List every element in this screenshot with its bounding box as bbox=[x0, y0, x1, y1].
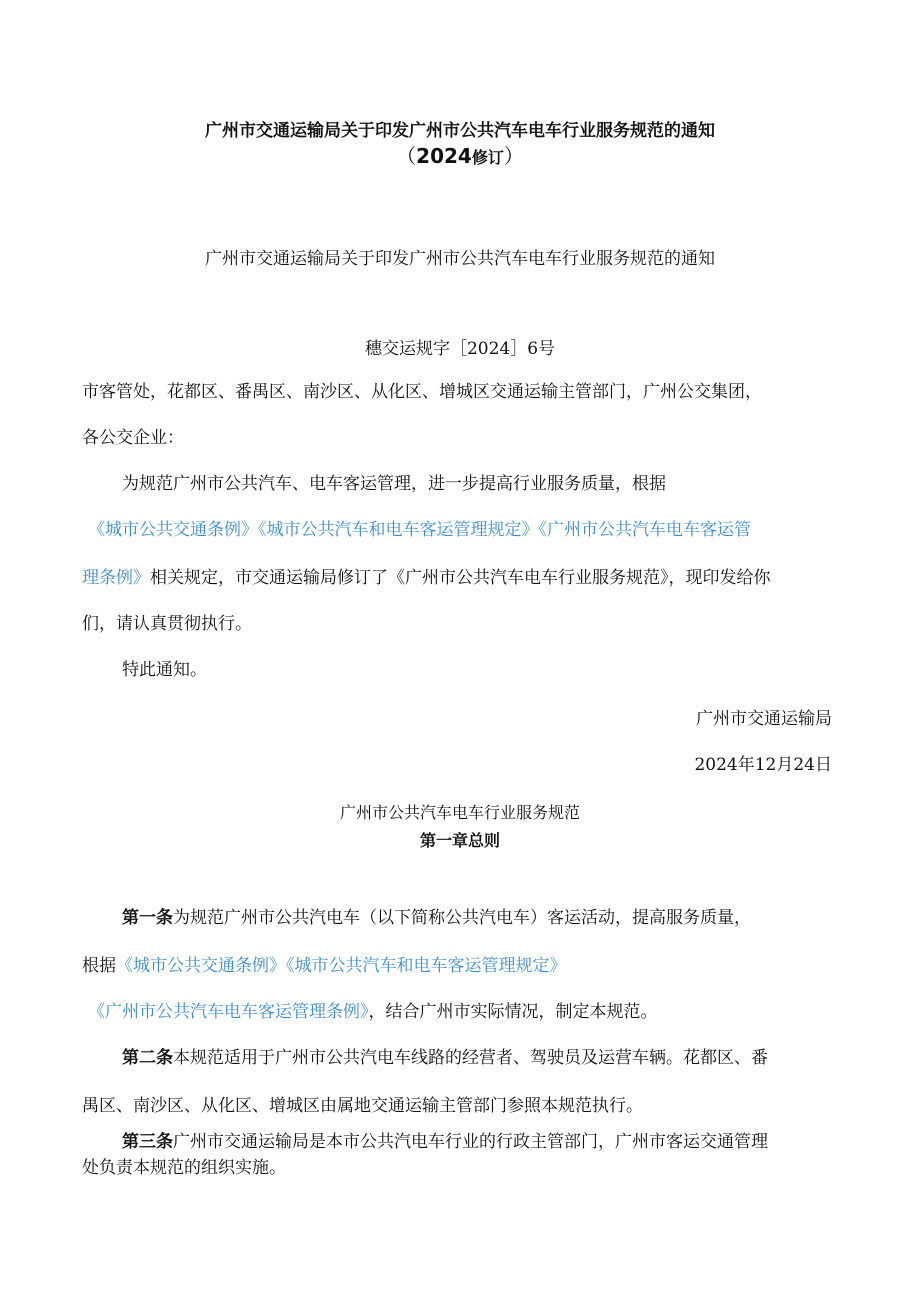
article-3-line2: 处负责本规范的组织实施。 bbox=[82, 1158, 286, 1178]
paragraph-1-line1: 为规范广州市公共汽车、电车客运管理，进一步提高行业服务质量，根据 bbox=[122, 474, 666, 494]
notice-subtitle: 广州市交通运输局关于印发广州市公共汽车电车行业服务规范的通知 bbox=[205, 249, 715, 269]
article-3-line1: 第三条广州市交通运输局是本市公共汽电车行业的行政主管部门，广州市客运交通管理 bbox=[122, 1132, 768, 1152]
spec-title: 广州市公共汽车电车行业服务规范 bbox=[339, 803, 580, 822]
article-3-label: 第三条 bbox=[122, 1132, 173, 1152]
document-title: 广州市交通运输局关于印发广州市公共汽车电车行业服务规范的通知 bbox=[205, 121, 715, 141]
issue-date: 2024年12月24日 bbox=[694, 755, 832, 775]
article-2-line1: 第二条本规范适用于广州市公共汽电车线路的经营者、驾驶员及运营车辆。花都区、番 bbox=[122, 1048, 768, 1068]
article-1-link-urban-transit[interactable]: 《城市公共交通条例》 bbox=[116, 956, 286, 976]
issuer-name: 广州市交通运输局 bbox=[696, 709, 832, 729]
article-1-line3: 《广州市公共汽车电车客运管理条例》，结合广州市实际情况，制定本规范。 bbox=[88, 1002, 658, 1022]
paragraph-1-line2 bbox=[88, 518, 751, 542]
article-1-link-bus-tram-rules[interactable]: 《城市公共汽车和电车客运管理规定》 bbox=[286, 956, 567, 976]
paragraph-1-line3: 理条例》相关规定，市交通运输局修订了《广州市公共汽车电车行业服务规范》，现印发给你 bbox=[82, 568, 771, 588]
article-1-label: 第一条 bbox=[122, 908, 173, 928]
article-2-label: 第二条 bbox=[122, 1048, 173, 1068]
addressees-line1: 市客管处，花都区、番禺区、南沙区、从化区、增城区交通运输主管部门，广州公交集团， bbox=[82, 382, 762, 402]
document-number: 穗交运规字［2024］6号 bbox=[364, 339, 556, 359]
regulation-link-guangzhou-bus-cont[interactable]: 理条例》 bbox=[82, 568, 150, 588]
regulation-link-urban-transit[interactable]: 《城市公共交通条例》 bbox=[88, 520, 258, 540]
article-2-line2: 禺区、南沙区、从化区、增城区由属地交通运输主管部门参照本规范执行。 bbox=[82, 1096, 643, 1116]
chapter-title: 第一章总则 bbox=[419, 831, 500, 850]
notice-closing: 特此通知。 bbox=[122, 660, 207, 680]
regulation-link-guangzhou-bus[interactable]: 《广州市公共汽车电车客运管 bbox=[538, 520, 751, 540]
document-title-revision: （2024修订） bbox=[396, 144, 524, 168]
paragraph-1-line4: 们，请认真贯彻执行。 bbox=[82, 614, 252, 634]
article-1-line1: 第一条为规范广州市公共汽电车（以下简称公共汽电车）客运活动，提高服务质量， bbox=[122, 908, 751, 928]
regulation-link-bus-tram-rules[interactable]: 《城市公共汽车和电车客运管理规定》 bbox=[258, 520, 539, 540]
article-1-link-guangzhou-bus[interactable]: 《广州市公共汽车电车客运管理条例》 bbox=[88, 1002, 369, 1022]
addressees-line2: 各公交企业： bbox=[82, 428, 184, 448]
article-1-line2: 根据《城市公共交通条例》《城市公共汽车和电车客运管理规定》 bbox=[82, 956, 567, 976]
